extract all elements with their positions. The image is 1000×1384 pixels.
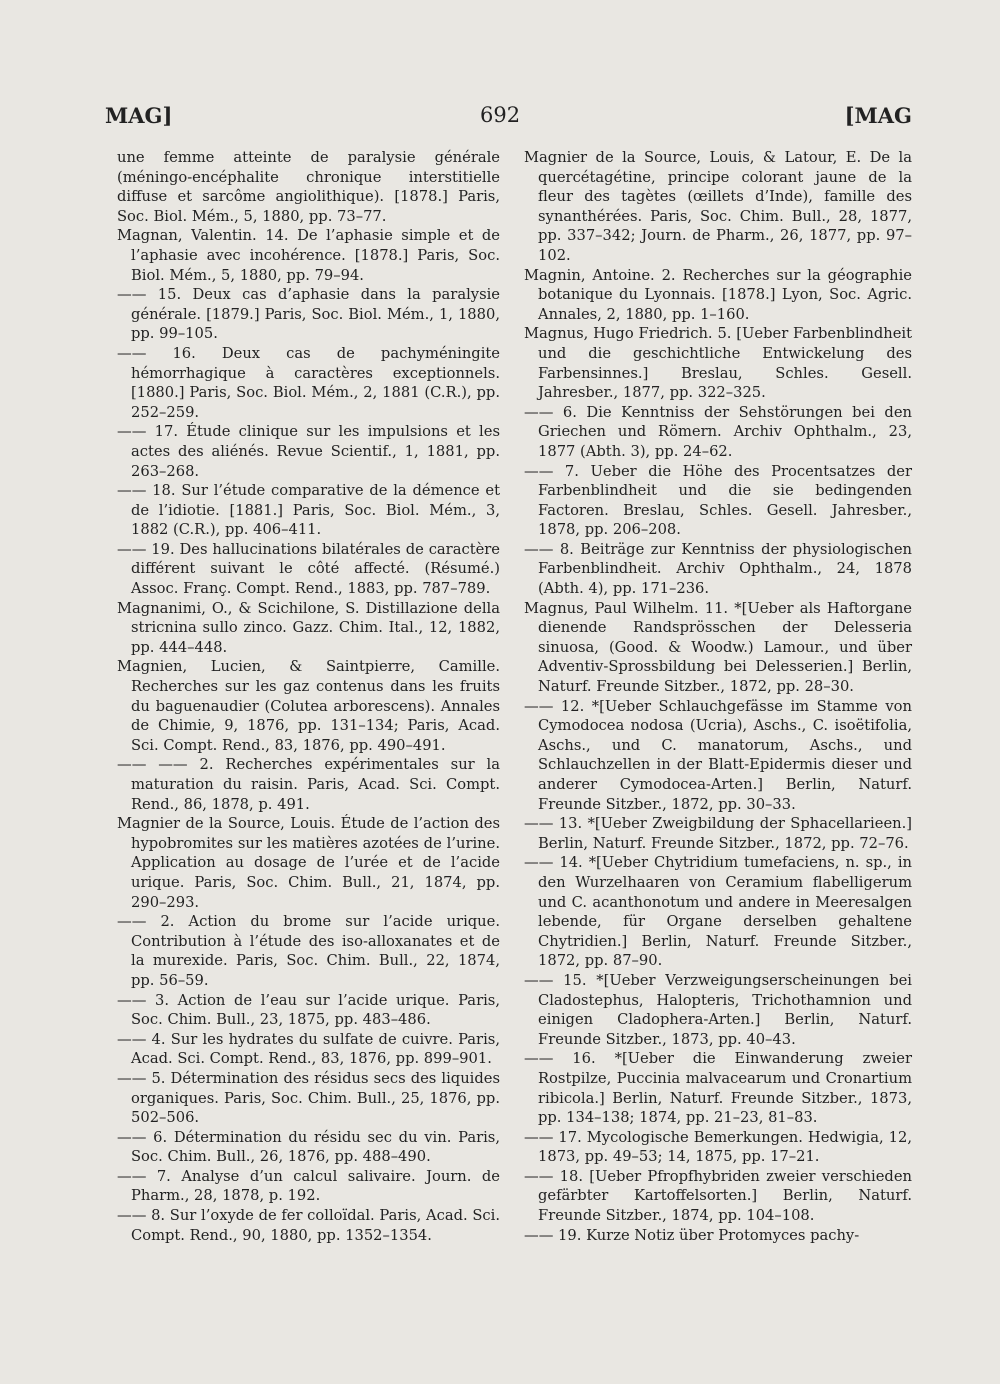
entry: —— 7. Ueber die Höhe des Procentsatzes der Farbenblindheit und die sie bedingenden Factoren. Breslau, Schles. Gesell. Jahresber., 1878, pp. 206–208. (524, 462, 912, 539)
entry: —— 17. Mycologische Bemerkungen. Hedwigia, 12, 1873, pp. 49–53; 14, 1875, pp. 17–21. (524, 1128, 912, 1166)
header-left: MAG] (105, 103, 173, 128)
entry: —— 8. Sur l’oxyde de fer colloïdal. Paris, Acad. Sci. Compt. Rend., 90, 1880, pp. 1352–1354. (117, 1207, 500, 1244)
entry: —— 6. Détermination du résidu sec du vin. Paris, Soc. Chim. Bull., 26, 1876, pp. 488–490. (117, 1128, 500, 1166)
right-column (524, 148, 912, 1245)
entry: —— 5. Détermination des résidus secs des liquides organiques. Paris, Soc. Chim. Bull., 25, 1876, pp. 502–506. (117, 1069, 500, 1127)
entry: —— 18. Sur l’étude comparative de la démence et de l’idiotie. [1881.] Paris, Soc. Biol. Mém., 3, 1882 (C.R.), pp. 406–411. (117, 482, 500, 539)
entry: —— 6. Die Kenntniss der Sehstörungen bei den Griechen und Römern. Archiv Ophthalm., 23, 1877 (Abth. 3), pp. 24–62. (524, 403, 912, 460)
entry: —— 13. *[Ueber Zweigbildung der Sphacellarieen.] Berlin, Naturf. Freunde Sitzber., 1872, pp. 72–76. (524, 815, 912, 852)
entry: —— 17. Étude clinique sur les impulsions et les actes des aliénés. Revue Scientif., 1, 1881, pp. 263–268. (117, 423, 500, 480)
entry: —— 15. *[Ueber Verzweigungserscheinungen bei Cladostephus, Halopteris, Trichothamnion und einigen Cladophera-Arten.] Berlin, Naturf. Freunde Sitzber., 1873, pp. 40–43. (524, 971, 912, 1048)
entry: Magnan, Valentin. 14. De l’aphasie simple et de l’aphasie avec incohérence. [1878.] Paris, Soc. Biol. Mém., 5, 1880, pp. 79–94. (117, 227, 500, 284)
header-right: [MAG (844, 103, 912, 128)
entry-continuation: une femme atteinte de paralysie générale (méningo-encéphalite chronique interstitielle diffuse et sarcôme angiolithique). [1878.] Paris, Soc. Biol. Mém., 5, 1880, pp. 73–77. (117, 149, 500, 225)
entry: Magnin, Antoine. 2. Recherches sur la géographie botanique du Lyonnais. [1878.] Lyon, Soc. Agric. Annales, 2, 1880, pp. 1–160. (524, 266, 912, 323)
entry: Magnanimi, O., & Scichilone, S. Distillazione della stricnina sullo zinco. Gazz. Chim. Ital., 12, 1882, pp. 444–448. (117, 599, 500, 656)
entry: —— 18. [Ueber Pfropfhybriden zweier verschieden gefärbter Kartoffelsorten.] Berlin, Naturf. Freunde Sitzber., 1874, pp. 104–108. (524, 1167, 912, 1225)
page-header (0, 103, 1000, 133)
entry: —— 8. Beiträge zur Kenntniss der physiologischen Farbenblindheit. Archiv Ophthalm., 24, 1878 (Abth. 4), pp. 171–236. (524, 540, 912, 598)
entry: —— 16. *[Ueber die Einwanderung zweier Rostpilze, Puccinia malvacearum und Cronartium ribicola.] Berlin, Naturf. Freunde Sitzber., 1873, pp. 134–138; 1874, pp. 21–23, 81–83. (524, 1050, 912, 1127)
entry: Magnier de la Source, Louis, & Latour, E. De la quercétagétine, principe colorant jaune de la fleur des tagètes (œillets d’Inde), famille des synanthérées. Paris, Soc. Chim. Bull., 28, 1877, pp. 337–342; Journ. de Pharm., 26, 1877, pp. 97–102. (524, 149, 912, 264)
entry: —— 2. Action du brome sur l’acide urique. Contribution à l’étude des iso-alloxanates et de la murexide. Paris, Soc. Chim. Bull., 22, 1874, pp. 56–59. (117, 913, 500, 989)
entry: Magnien, Lucien, & Saintpierre, Camille. Recherches sur les gaz contenus dans les fruits du baguenaudier (Colutea arborescens). Annales de Chimie, 9, 1876, pp. 131–134; Paris, Acad. Sci. Compt. Rend., 83, 1876, pp. 490–491. (117, 658, 500, 754)
entry: Magnier de la Source, Louis. Étude de l’action des hypobromites sur les matières azotées de l’urine. Application au dosage de l’urée et de l’acide urique. Paris, Soc. Chim. Bull., 21, 1874, pp. 290–293. (117, 815, 500, 911)
entry: —— 4. Sur les hydrates du sulfate de cuivre. Paris, Acad. Sci. Compt. Rend., 83, 1876, pp. 899–901. (117, 1030, 500, 1068)
page-number: 692 (480, 103, 521, 127)
left-column (117, 148, 500, 1245)
entry: —— 19. Kurze Notiz über Protomyces pachy- (524, 1226, 860, 1244)
entry: Magnus, Hugo Friedrich. 5. [Ueber Farbenblindheit und die geschichtliche Entwickelung des Farbensinnes.] Breslau, Schles. Gesell. Jahresber., 1877, pp. 322–325. (524, 325, 912, 402)
entry: Magnus, Paul Wilhelm. 11. *[Ueber als Haftorgane dienende Randsprösschen der Delesseria sinuosa, (Good. & Woodw.) Lamour., und über Adventiv-Sprossbildung bei Delesserien.] Berlin, Naturf. Freunde Sitzber., 1872, pp. 28–30. (524, 599, 912, 696)
entry: —— —— 2. Recherches expérimentales sur la maturation du raisin. Paris, Acad. Sci. Compt. Rend., 86, 1878, p. 491. (117, 756, 500, 813)
entry: —— 14. *[Ueber Chytridium tumefaciens, n. sp., in den Wurzelhaaren von Ceramium flabelligerum und C. acanthonotum und andere in Meeresalgen lebende, für Organe derselben gehaltene Chytridien.] Berlin, Naturf. Freunde Sitzber., 1872, pp. 87–90. (524, 854, 912, 970)
entry: —— 7. Analyse d’un calcul salivaire. Journ. de Pharm., 28, 1878, p. 192. (117, 1167, 500, 1205)
entry: —— 16. Deux cas de pachyméningite hémorrhagique à caractères exceptionnels. [1880.] Paris, Soc. Biol. Mém., 2, 1881 (C.R.), pp. 252–259. (117, 344, 500, 421)
entry: —— 12. *[Ueber Schlauchgefässe im Stamme von Cymodocea nodosa (Ucria), Aschs., C. isoëtifolia, Aschs., und C. manatorum, Aschs., und Schlauchzellen in der Blatt-Epidermis dieser und anderer Cymodocea-Arten.] Berlin, Naturf. Freunde Sitzber., 1872, pp. 30–33. (524, 697, 912, 813)
entry: —— 19. Des hallucinations bilatérales de caractère différent suivant le côté affecté. (Résumé.) Assoc. Franç. Compt. Rend., 1883, pp. 787–789. (117, 540, 500, 598)
entry: —— 3. Action de l’eau sur l’acide urique. Paris, Soc. Chim. Bull., 23, 1875, pp. 483–486. (117, 991, 500, 1029)
entry: —— 15. Deux cas d’aphasie dans la paralysie générale. [1879.] Paris, Soc. Biol. Mém., 1, 1880, pp. 99–105. (117, 286, 500, 343)
